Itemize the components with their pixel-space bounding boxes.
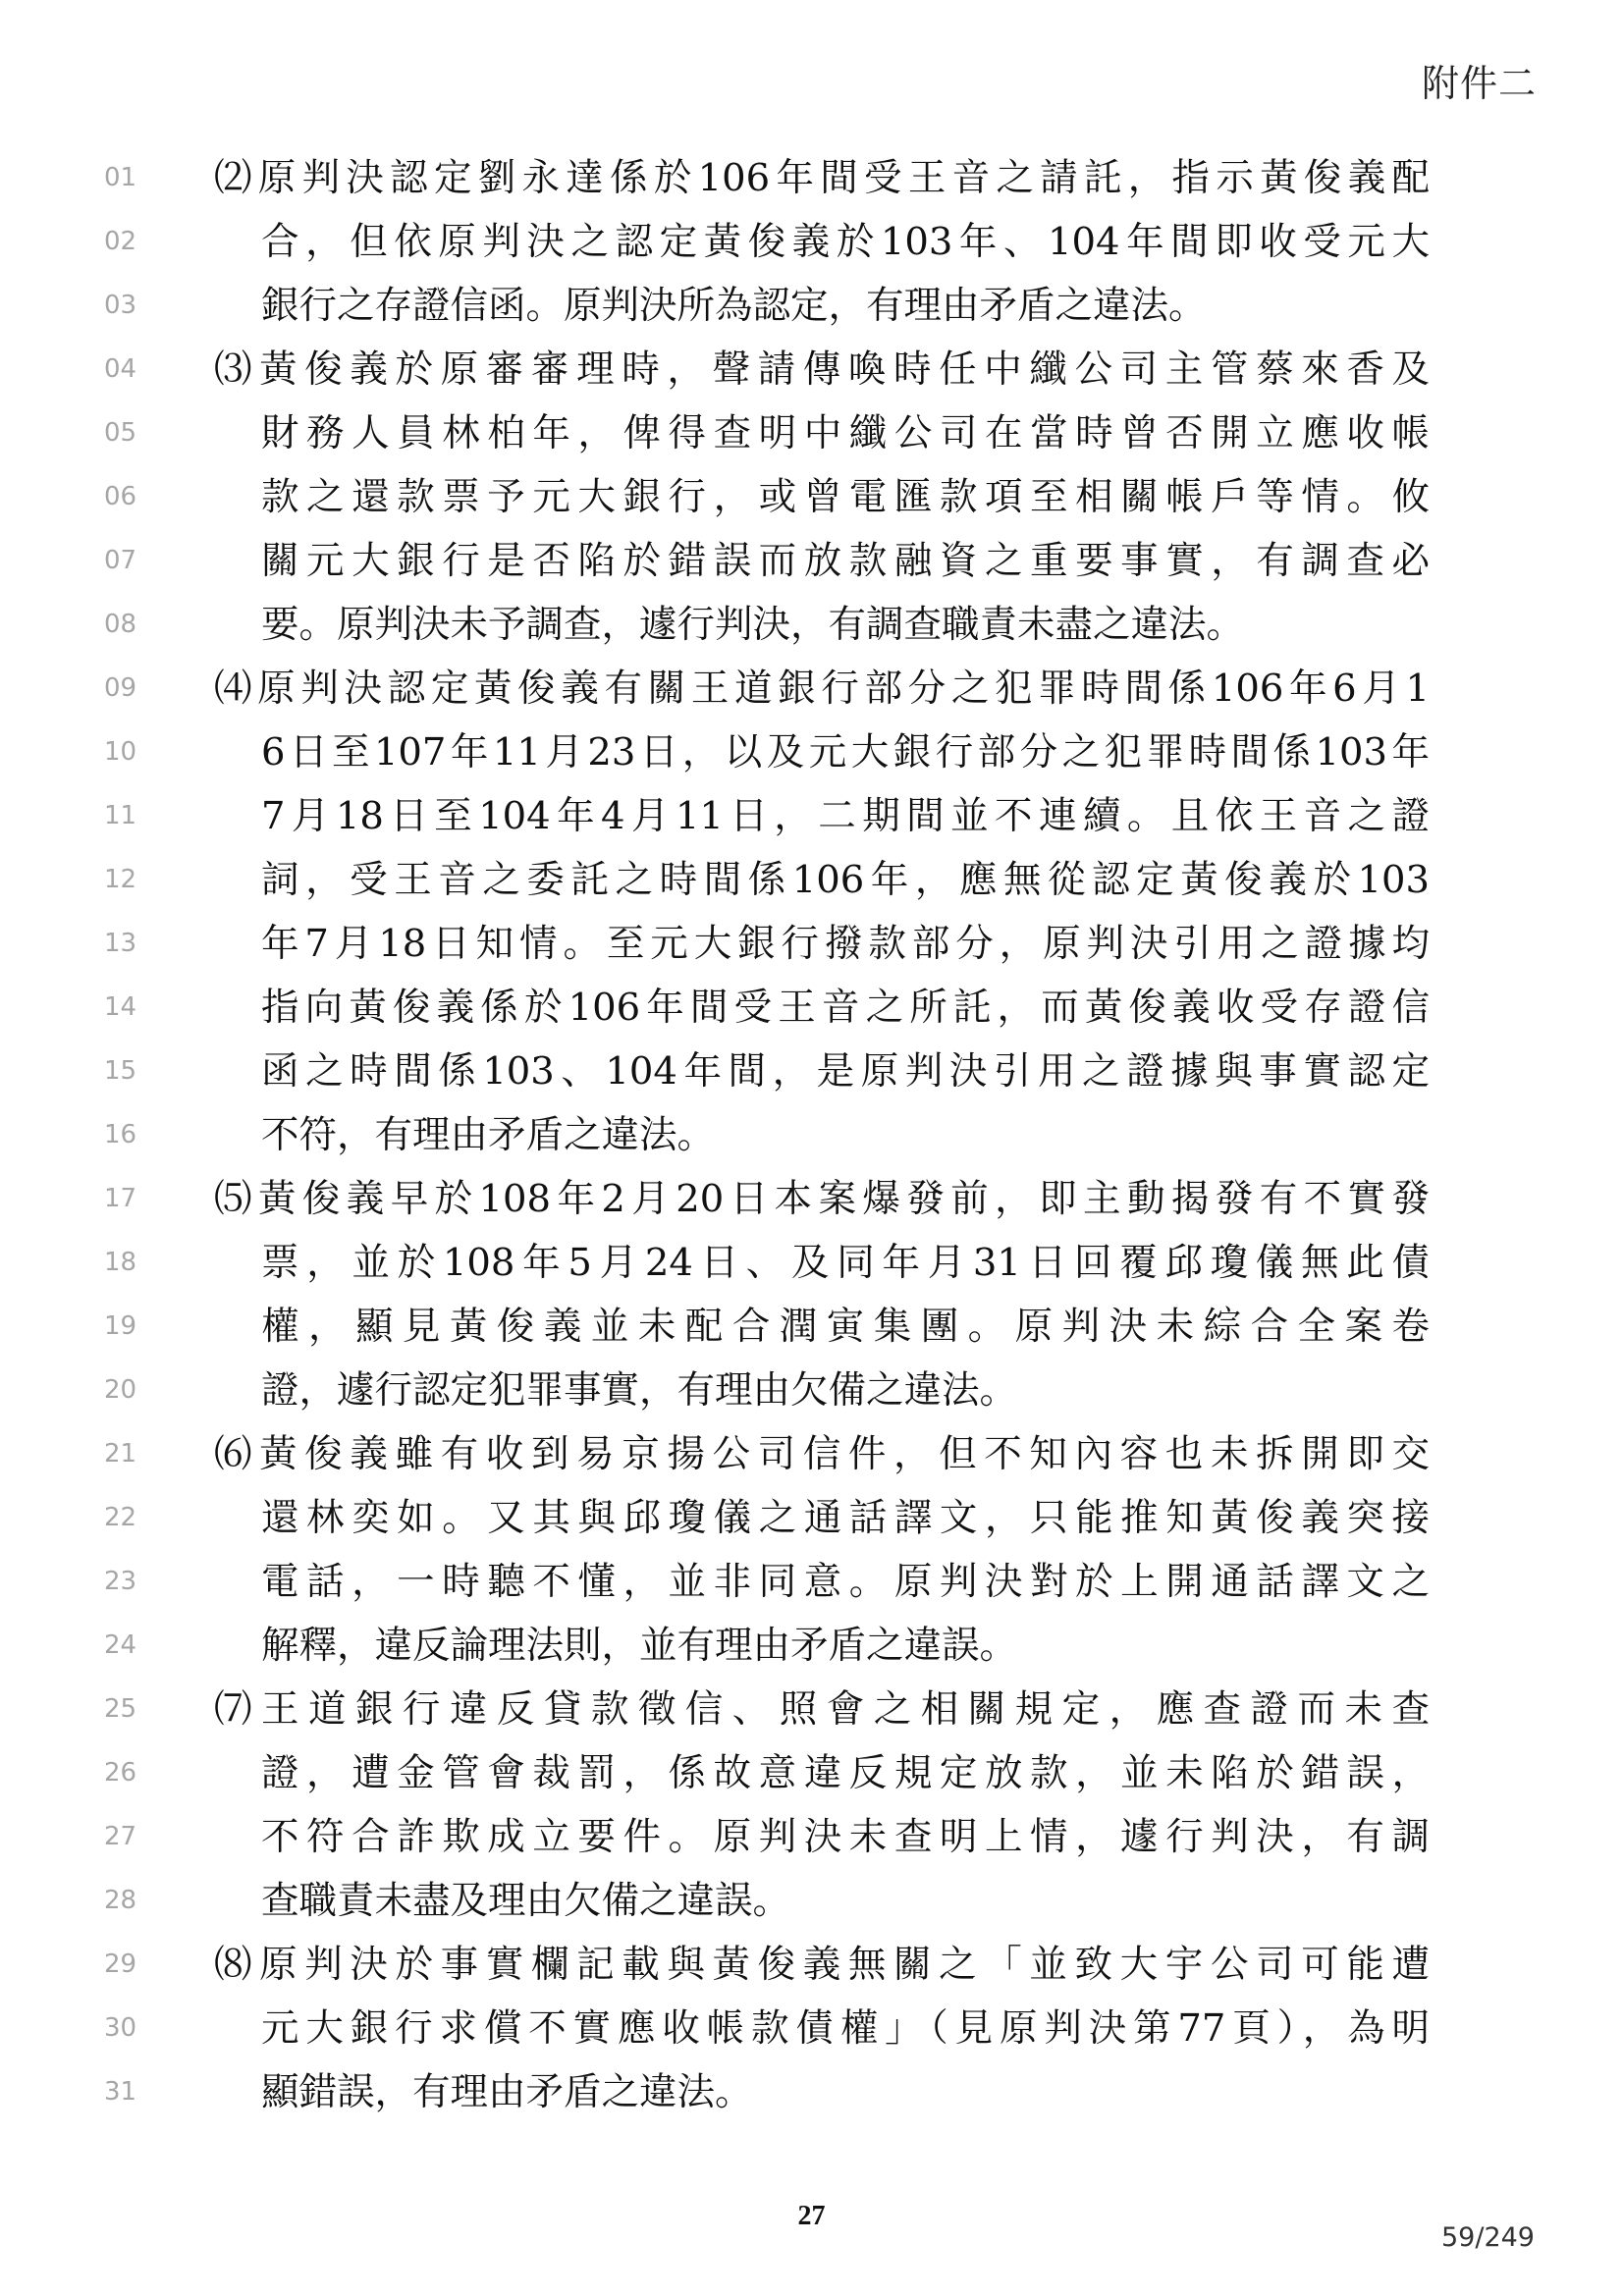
line-text [261, 727, 1430, 778]
text-line [0, 596, 1623, 660]
line-body: 電話，一時聽不懂，並非同意。原判決對於上開通話譯文之 [261, 1560, 1430, 1604]
line-text [214, 1429, 1430, 1480]
line-text [261, 791, 1430, 842]
text-line [0, 468, 1623, 532]
line-body: 財務人員林柏年，俾得查明中纖公司在當時曾否開立應收帳 [261, 411, 1430, 455]
line-number: 16 [104, 1120, 137, 1149]
line-number: 01 [104, 163, 137, 192]
line-body: 原判決認定黃俊義有關王道銀行部分之犯罪時間係106年6月1 [257, 667, 1430, 711]
line-body: 銀行之存證信函。原判決所為認定，有理由矛盾之違法。 [261, 284, 1207, 328]
line-number: 13 [104, 929, 137, 958]
text-line [0, 723, 1623, 787]
line-text [261, 600, 1430, 651]
line-number: 18 [104, 1248, 137, 1277]
line-body: 顯錯誤，有理由矛盾之違法。 [261, 2070, 753, 2114]
line-number: 03 [104, 291, 137, 320]
line-number: 14 [104, 992, 137, 1022]
line-text [261, 1876, 1430, 1927]
line-body: 票，並於108年5月24日、及同年月31日回覆邱瓊儀無此債 [261, 1241, 1430, 1285]
line-number: 17 [104, 1184, 137, 1213]
line-number: 07 [104, 546, 137, 575]
item-number: ⑸ [214, 1177, 258, 1221]
line-body: 原判決於事實欄記載與黃俊義無關之「並致大宇公司可能遭 [259, 1943, 1430, 1987]
line-body: 元大銀行求償不實應收帳款債權」（見原判決第77頁），為明 [261, 2006, 1430, 2051]
line-number: 09 [104, 673, 137, 703]
line-number: 21 [104, 1439, 137, 1468]
line-body: 款之還款票予元大銀行，或曾電匯款項至相關帳戶等情。攸 [261, 475, 1430, 519]
text-line [0, 1744, 1623, 1808]
line-text [261, 855, 1430, 906]
line-body: 黃俊義雖有收到易京揚公司信件，但不知內容也未拆開即交 [259, 1432, 1430, 1476]
page-number: 27 [797, 2201, 826, 2231]
line-number: 30 [104, 2013, 137, 2043]
line-body: 6日至107年11月23日，以及元大銀行部分之犯罪時間係103年 [261, 730, 1430, 774]
line-text [214, 1684, 1430, 1735]
line-body: 不符，有理由矛盾之違法。 [261, 1113, 716, 1157]
text-line [0, 1042, 1623, 1106]
line-text [261, 1046, 1430, 1097]
text-line [0, 532, 1623, 596]
text-line [0, 1617, 1623, 1681]
item-number: ⑺ [214, 1687, 261, 1732]
line-text [261, 1812, 1430, 1863]
line-text [261, 919, 1430, 970]
line-number: 31 [104, 2077, 137, 2107]
text-line [0, 1872, 1623, 1936]
item-number: ⑻ [214, 1943, 260, 1987]
line-number: 25 [104, 1694, 137, 1724]
line-text [261, 1365, 1430, 1416]
line-number: 04 [104, 354, 137, 384]
line-number: 22 [104, 1503, 137, 1532]
text-line [0, 1808, 1623, 1872]
text-line [0, 787, 1623, 851]
line-body: 7月18日至104年4月11日，二期間並不連續。且依王音之證 [261, 794, 1430, 838]
line-body: 王道銀行違反貸款徵信、照會之相關規定，應查證而未查 [260, 1687, 1430, 1732]
line-body: 詞，受王音之委託之時間係106年，應無從認定黃俊義於103 [261, 858, 1430, 902]
text-line [0, 1298, 1623, 1362]
line-text [261, 536, 1430, 587]
text-line [0, 1936, 1623, 2000]
line-text [261, 217, 1430, 268]
text-line [0, 1106, 1623, 1170]
line-text [214, 664, 1430, 715]
line-body: 查職責未盡及理由欠備之違誤。 [261, 1879, 791, 1923]
line-number: 29 [104, 1949, 137, 1979]
line-text [261, 2067, 1430, 2118]
line-number: 19 [104, 1311, 137, 1341]
text-line [0, 341, 1623, 404]
line-body: 證，遭金管會裁罰，係故意違反規定放款，並未陷於錯誤， [261, 1751, 1430, 1795]
line-body: 解釋，違反論理法則，並有理由矛盾之違誤。 [261, 1624, 1018, 1668]
attachment-label: 附件二 [1421, 62, 1537, 105]
line-body: 證，遽行認定犯罪事實，有理由欠備之違法。 [261, 1368, 1018, 1413]
text-line [0, 1234, 1623, 1298]
line-body: 權，顯見黃俊義並未配合潤寅集團。原判決未綜合全案卷 [261, 1305, 1430, 1349]
line-text [261, 2003, 1430, 2055]
item-number: ⑵ [214, 156, 258, 200]
line-body: 還林奕如。又其與邱瓊儀之通話譯文，只能推知黃俊義突接 [261, 1496, 1430, 1540]
line-number: 24 [104, 1630, 137, 1660]
line-text [261, 1238, 1430, 1289]
line-number: 20 [104, 1375, 137, 1405]
line-text [261, 472, 1430, 523]
item-number: ⑷ [214, 667, 258, 711]
line-body: 合，但依原判決之認定黃俊義於103年、104年間即收受元大 [261, 220, 1430, 264]
text-line [0, 1681, 1623, 1744]
line-number: 12 [104, 865, 137, 894]
page-count: 59/249 [1441, 2222, 1535, 2253]
text-line [0, 2000, 1623, 2063]
text-line [0, 2063, 1623, 2127]
text-line [0, 979, 1623, 1042]
text-line [0, 1425, 1623, 1489]
line-text [214, 1940, 1430, 1991]
text-line [0, 213, 1623, 277]
line-body: 年7月18日知情。至元大銀行撥款部分，原判決引用之證據均 [261, 922, 1430, 966]
line-number: 15 [104, 1056, 137, 1086]
line-text [261, 281, 1430, 332]
item-number: ⑹ [214, 1432, 260, 1476]
line-body: 指向黃俊義係於106年間受王音之所託，而黃俊義收受存證信 [261, 986, 1430, 1030]
line-text [261, 1493, 1430, 1544]
line-text [214, 345, 1430, 396]
line-number: 08 [104, 610, 137, 639]
line-number: 28 [104, 1886, 137, 1915]
text-line [0, 1170, 1623, 1234]
line-text [261, 983, 1430, 1034]
line-text [261, 1621, 1430, 1672]
text-line [0, 915, 1623, 979]
text-line [0, 404, 1623, 468]
line-body: 原判決認定劉永達係於106年間受王音之請託，指示黃俊義配 [257, 156, 1430, 200]
line-number: 05 [104, 418, 137, 448]
text-line [0, 1489, 1623, 1553]
text-line [0, 660, 1623, 723]
line-body: 關元大銀行是否陷於錯誤而放款融資之重要事實，有調查必 [261, 539, 1430, 583]
text-line [0, 1362, 1623, 1425]
line-text [261, 1110, 1430, 1161]
line-body: 黃俊義早於108年2月20日本案爆發前，即主動揭發有不實發 [257, 1177, 1430, 1221]
text-line [0, 277, 1623, 341]
text-line [0, 851, 1623, 915]
line-number: 02 [104, 227, 137, 256]
line-text [261, 408, 1430, 459]
line-text [214, 153, 1430, 204]
line-body: 函之時間係103、104年間，是原判決引用之證據與事實認定 [261, 1049, 1430, 1094]
line-number: 11 [104, 801, 137, 830]
line-number: 10 [104, 737, 137, 767]
line-text [261, 1302, 1430, 1353]
line-number: 27 [104, 1822, 137, 1851]
line-number: 06 [104, 482, 137, 511]
line-text [261, 1557, 1430, 1608]
line-text [214, 1174, 1430, 1225]
line-number: 23 [104, 1567, 137, 1596]
text-line [0, 149, 1623, 213]
line-number: 26 [104, 1758, 137, 1788]
line-body: 要。原判決未予調查，遽行判決，有調查職責未盡之違法。 [261, 603, 1245, 647]
text-line [0, 1553, 1623, 1617]
line-body: 黃俊義於原審審理時，聲請傳喚時任中纖公司主管蔡來香及 [259, 347, 1430, 392]
item-number: ⑶ [214, 347, 260, 392]
line-text [261, 1748, 1430, 1799]
line-body: 不符合詐欺成立要件。原判決未查明上情，遽行判決，有調 [261, 1815, 1430, 1859]
